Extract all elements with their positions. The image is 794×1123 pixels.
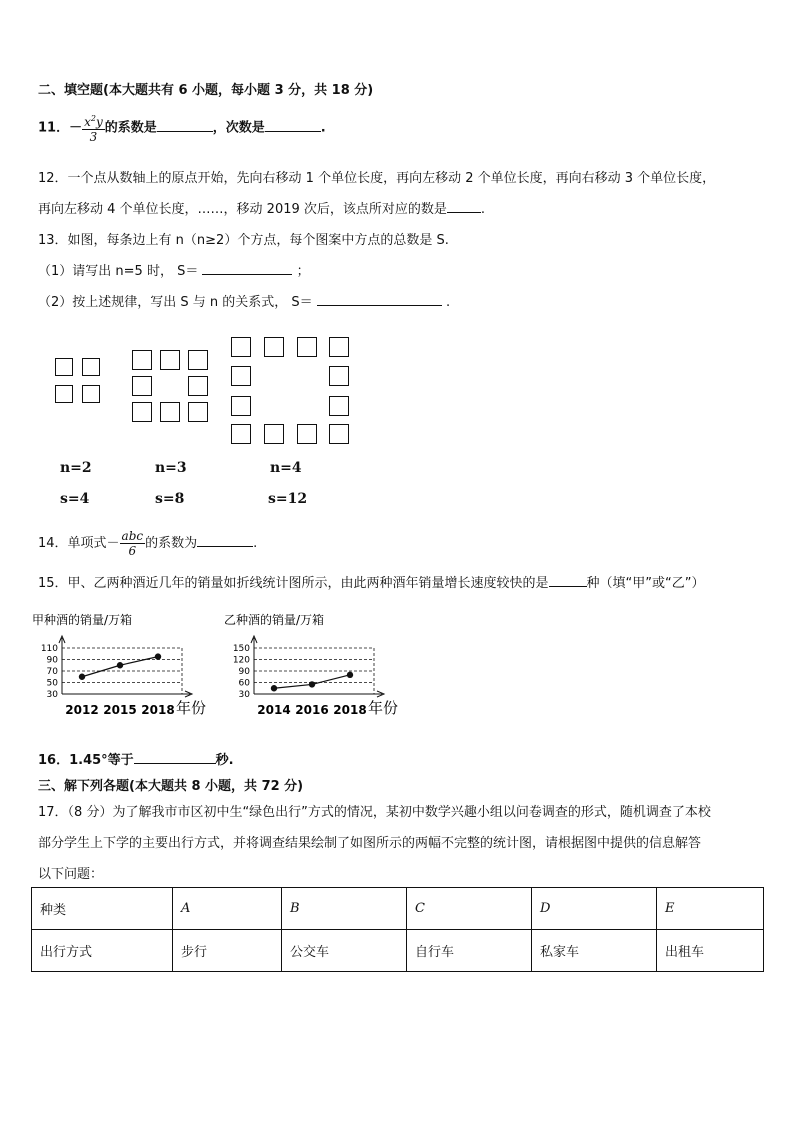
square-dot [82, 385, 100, 403]
table-cell: A [173, 888, 282, 930]
y-tick-label: 60 [238, 678, 250, 689]
square-dot [264, 424, 284, 444]
pattern-label-n: n=2 [60, 460, 92, 476]
y-tick-label: 90 [46, 655, 58, 666]
table-cell: 步行 [173, 930, 282, 972]
minus-sign: － [69, 120, 83, 136]
square-dot [231, 424, 251, 444]
question-12-line1: 12．一个点从数轴上的原点开始，先向右移动 1 个单位长度，再向左移动 2 个单位长度，再向右移动 3 个单位长度， [38, 171, 716, 186]
section-heading: 二、填空题(本大题共有 6 小题，每小题 3 分，共 18 分) [38, 83, 374, 98]
chart-title: 乙种酒的销量/万箱 [224, 613, 325, 627]
denominator: 6 [128, 544, 137, 558]
section-heading: 三、解下列各题(本大题共 8 小题，共 72 分) [38, 779, 304, 794]
question-11: 11．－ $\frac{x^2y}{3}$ 的系数是 ，次数是 . [38, 114, 326, 144]
question-13: 13．如图，每条边上有 n（n≥2）个方点，每个图案中方点的总数是 S. [38, 233, 449, 248]
pattern-label-n: n=4 [270, 460, 302, 476]
y-tick-label: 50 [46, 678, 58, 689]
table-cell: D [532, 888, 657, 930]
pattern-label-s: s=8 [155, 491, 185, 507]
question-15: 15．甲、乙两种酒近几年的销量如折线统计图所示，由此两种酒年销量增长速度较快的是 种（填“甲”或“乙”） [38, 572, 705, 591]
square-dot [55, 385, 73, 403]
data-point [347, 672, 353, 678]
y-tick-label: 30 [238, 690, 250, 700]
question-16: 16．1.45°等于 秒. [38, 749, 234, 768]
question-12-line2: 再向左移动 4 个单位长度，……，移动 2019 次后，该点所对应的数是 . [38, 198, 485, 217]
x-tick-label: 2018 [333, 703, 367, 717]
question-14: 14．单项式－ $\frac{\text{abc}}{6}$ 的系数为 . [38, 529, 258, 558]
square-dot [231, 337, 251, 357]
table-row [32, 888, 764, 930]
data-point [117, 662, 123, 668]
question-13-part2: （2）按上述规律，写出 S 与 n 的关系式， S＝ . [38, 291, 450, 310]
x-tick-label: 2018 [141, 703, 175, 717]
line-chart-yi [222, 608, 412, 718]
table-cell: 种类 [32, 888, 173, 930]
answer-blank[interactable] [202, 261, 292, 275]
numerator: $x^2y$ [84, 114, 103, 129]
square-dot [297, 337, 317, 357]
square-dot [188, 402, 208, 422]
data-point [271, 685, 277, 691]
x-tick-label: 2016 [295, 703, 329, 717]
answer-blank[interactable] [265, 118, 321, 132]
denominator: 3 [89, 130, 98, 144]
x-axis-label: 年份 [176, 699, 207, 717]
y-tick-label: 90 [238, 667, 250, 677]
question-13-part1: （1）请写出 n=5 时， S＝ ； [38, 260, 310, 279]
answer-blank[interactable] [317, 292, 442, 306]
table-cell: 出行方式 [32, 930, 173, 972]
square-dot [188, 350, 208, 370]
x-axis-label: 年份 [368, 699, 399, 717]
y-tick-label: 70 [46, 667, 58, 677]
square-dot [329, 396, 349, 416]
data-point [309, 681, 315, 687]
travel-mode-table [31, 887, 764, 972]
numerator: abc [121, 529, 144, 543]
data-point [79, 674, 85, 680]
square-dot [264, 337, 284, 357]
square-dot [329, 424, 349, 444]
table-cell: C [407, 888, 532, 930]
answer-blank[interactable] [197, 533, 253, 547]
table-cell: B [282, 888, 407, 930]
answer-blank[interactable] [447, 199, 481, 213]
x-tick-label: 2012 [65, 703, 99, 717]
table-cell: 出租车 [657, 930, 764, 972]
square-dot [231, 366, 251, 386]
y-tick-label: 110 [40, 644, 58, 654]
x-tick-label: 2015 [103, 703, 137, 717]
square-dot [188, 376, 208, 396]
fraction [82, 112, 105, 144]
square-dot [231, 396, 251, 416]
table-cell: 私家车 [532, 930, 657, 972]
square-dot [132, 402, 152, 422]
square-dot [160, 350, 180, 370]
chart-title: 甲种酒的销量/万箱 [32, 613, 133, 627]
question-17-line2: 部分学生上下学的主要出行方式，并将调查结果绘制了如图所示的两幅不完整的统计图，请根据图中提供的信息解答 [38, 836, 702, 851]
y-tick-label: 120 [232, 655, 250, 666]
square-dot [132, 376, 152, 396]
question-17-line3: 以下问题： [38, 867, 104, 882]
pattern-label-n: n=3 [155, 460, 187, 476]
square-dot [160, 402, 180, 422]
square-dot [82, 358, 100, 376]
square-dot [132, 350, 152, 370]
square-dot [55, 358, 73, 376]
table-row [32, 930, 764, 972]
square-dot [329, 337, 349, 357]
answer-blank[interactable] [157, 118, 213, 132]
table-cell: 自行车 [407, 930, 532, 972]
fraction [120, 529, 146, 558]
question-17-line1: 17．（8 分）为了解我市市区初中生“绿色出行”方式的情况，某初中数学兴趣小组以问卷调查的形式，随机调查了本校 [38, 805, 711, 820]
table-cell: 公交车 [282, 930, 407, 972]
answer-blank[interactable] [134, 750, 216, 764]
answer-blank[interactable] [549, 573, 587, 587]
pattern-label-s: s=4 [60, 491, 90, 507]
question-number: 11． [38, 120, 70, 136]
x-tick-label: 2014 [257, 703, 291, 717]
square-dot [329, 366, 349, 386]
square-dot [297, 424, 317, 444]
y-tick-label: 150 [232, 644, 250, 654]
data-point [155, 653, 161, 659]
pattern-label-s: s=12 [268, 491, 308, 507]
line-chart-jia [30, 608, 220, 718]
y-tick-label: 30 [46, 690, 58, 700]
table-cell: E [657, 888, 764, 930]
